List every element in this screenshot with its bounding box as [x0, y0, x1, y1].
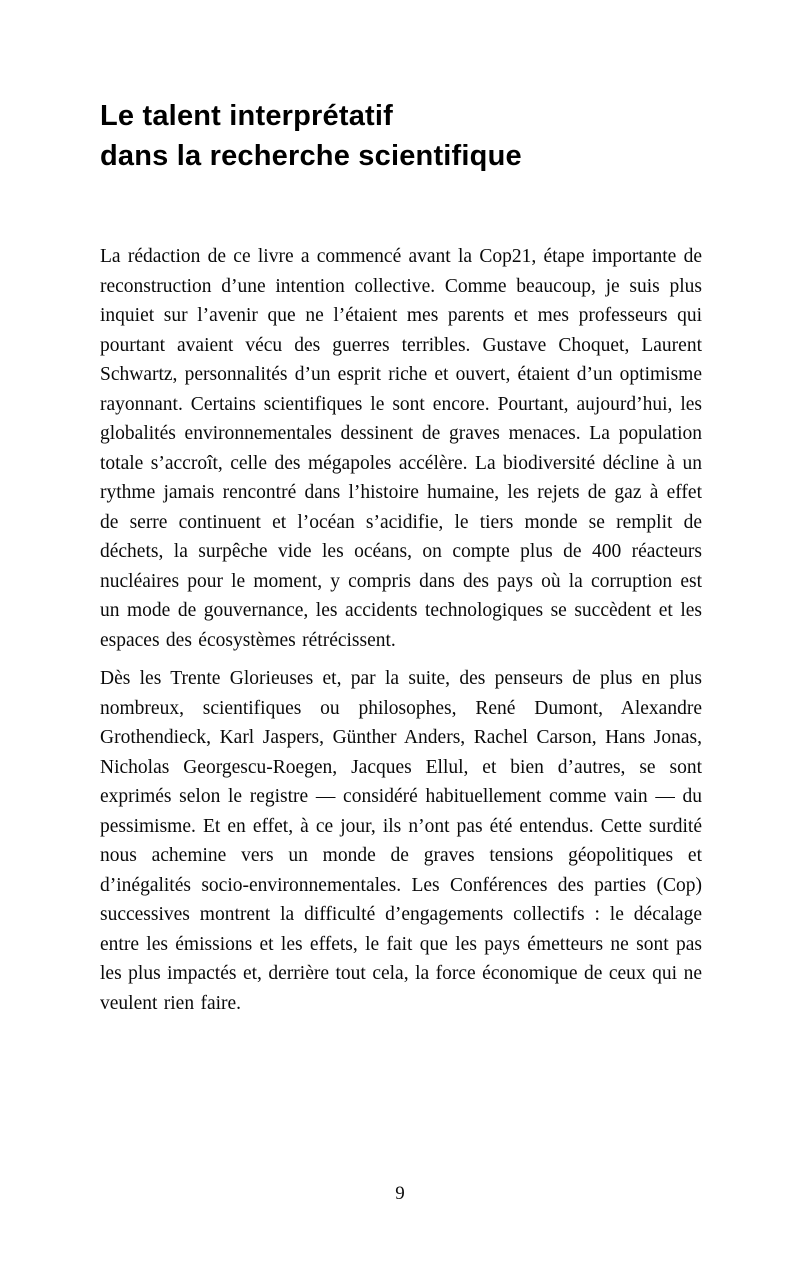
body-paragraph-2: Dès les Trente Glorieuses et, par la suite, des penseurs de plus en plus nombreux, scientifiques ou philosophes, René Dumont, Alexandre Grothendieck, Karl Jaspers, Günther Anders, Rachel Carson, Hans Jonas, Nicholas Georgescu-Roegen, Jacques Ellul, et bien d’autres, se sont exprimés selon le registre — considéré habituellement comme vain — du pessimisme. Et en effet, à ce jour, ils n’ont pas été entendus. Cette surdité nous achemine vers un monde de graves tensions géopolitiques et d’inégalités socio-environnementales. Les Conférences des parties (Cop) successives montrent la difficulté d’engagements collectifs : le décalage entre les émissions et les effets, le fait que les pays émetteurs ne sont pas les plus impactés et, derrière tout cela, la force économique de ceux qui ne veulent rien faire.: [100, 668, 702, 1014]
chapter-title: [100, 96, 702, 176]
page-number: 9: [395, 1183, 405, 1204]
chapter-title-line-2: dans la recherche scientifique: [100, 140, 522, 172]
chapter-title-line-1: Le talent interprétatif: [100, 100, 394, 132]
page-content: [100, 0, 702, 1027]
body-paragraph-1: La rédaction de ce livre a commencé avant la Cop21, étape importante de reconstruction d’une intention collective. Comme beaucoup, je suis plus inquiet sur l’avenir que ne l’étaient mes parents et mes professeurs qui pourtant avaient vécu des guerres terribles. Gustave Choquet, Laurent Schwartz, personnalités d’un esprit riche et ouvert, étaient d’un optimisme rayonnant. Certains scientifiques le sont encore. Pourtant, aujourd’hui, les globalités environnementales dessinent de graves menaces. La population totale s’accroît, celle des mégapoles accélère. La biodiversité décline à un rythme jamais rencontré dans l’histoire humaine, les rejets de gaz à effet de serre continuent et l’océan s’acidifie, le tiers monde se remplit de déchets, la surpêche vide les océans, on compte plus de 400 réacteurs nucléaires pour le moment, y compris dans des pays où la corruption est un mode de gouvernance, les accidents technologiques se succèdent et les espaces des écosystèmes rétrécissent.: [100, 246, 702, 651]
body-text: [100, 242, 702, 1018]
